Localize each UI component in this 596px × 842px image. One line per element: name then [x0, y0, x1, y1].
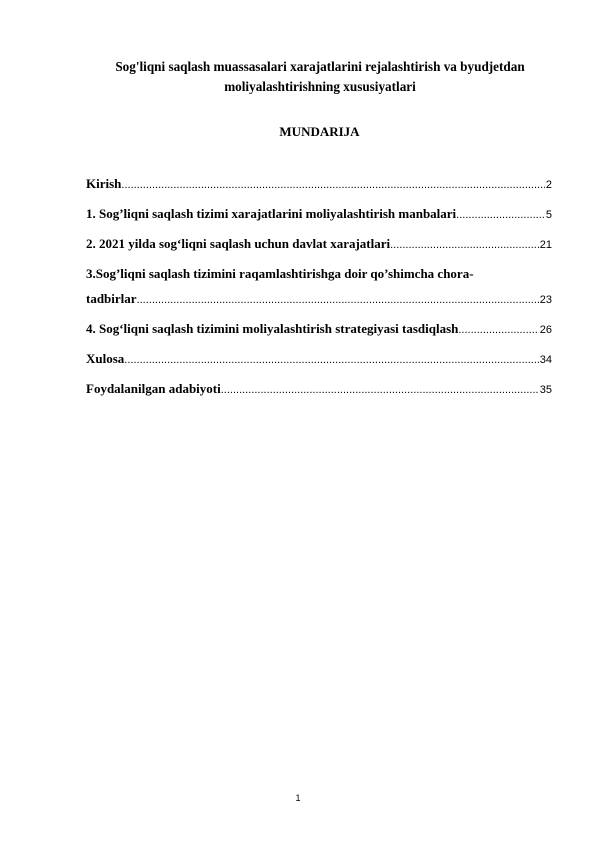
toc-entry-label: 1. Sog’liqni saqlash tizimi xarajatlarini moliyalashtirish manbalari — [86, 206, 457, 221]
toc-entry-xulosa[interactable] — [86, 351, 552, 371]
toc-entry-section-3-line-2[interactable] — [86, 291, 552, 311]
toc-entry-label: 4. Sog‘liqni saqlash tizimini moliyalashtirish strategiyasi tasdiqlash — [86, 321, 459, 336]
document-title: Sog'liqni saqlash muassasalari xarajatlarini rejalashtirish va byudjetdan moliyalashtirishning xususiyatlari — [115, 59, 525, 94]
toc-entry-label: Xulosa — [86, 351, 125, 366]
toc-entry-label: 3.Sog’liqni saqlash tizimini raqamlashtirishga doir qo’shimcha chora- — [86, 266, 474, 281]
toc-leader-dots — [137, 294, 539, 306]
toc-leader-dots — [458, 324, 538, 336]
toc-leader-dots — [221, 384, 539, 396]
toc-entry-section-4[interactable] — [86, 321, 552, 341]
toc-entry-page: 26 — [539, 324, 552, 336]
toc-entry-page: 34 — [539, 354, 552, 366]
toc-leader-dots — [124, 354, 538, 366]
toc-entry-label: tadbirlar — [86, 291, 137, 306]
table-of-contents — [86, 176, 552, 411]
toc-entry-label: Foydalanilgan adabiyoti — [86, 381, 221, 396]
page-number: 1 — [295, 793, 301, 803]
toc-entry-page: 21 — [539, 239, 552, 251]
toc-entry-label: Kirish — [86, 176, 122, 191]
toc-entry-kirish[interactable] — [86, 176, 552, 196]
toc-entry-page: 23 — [539, 294, 552, 306]
toc-leader-dots — [456, 209, 545, 221]
toc-leader-dots — [121, 179, 544, 191]
toc-entry-section-1[interactable] — [86, 206, 552, 226]
toc-entry-section-3-line-1[interactable] — [86, 266, 552, 286]
toc-entry-page: 2 — [545, 179, 552, 191]
toc-entry-section-2[interactable] — [86, 236, 552, 256]
toc-entry-adabiyoti[interactable] — [86, 381, 552, 401]
toc-heading: MUNDARIJA — [279, 124, 360, 139]
toc-entry-page: 35 — [539, 384, 552, 396]
toc-entry-label: 2. 2021 yilda sog‘liqni saqlash uchun davlat xarajatlari — [86, 236, 391, 251]
toc-leader-dots — [390, 239, 539, 251]
toc-entry-page: 5 — [545, 209, 552, 221]
